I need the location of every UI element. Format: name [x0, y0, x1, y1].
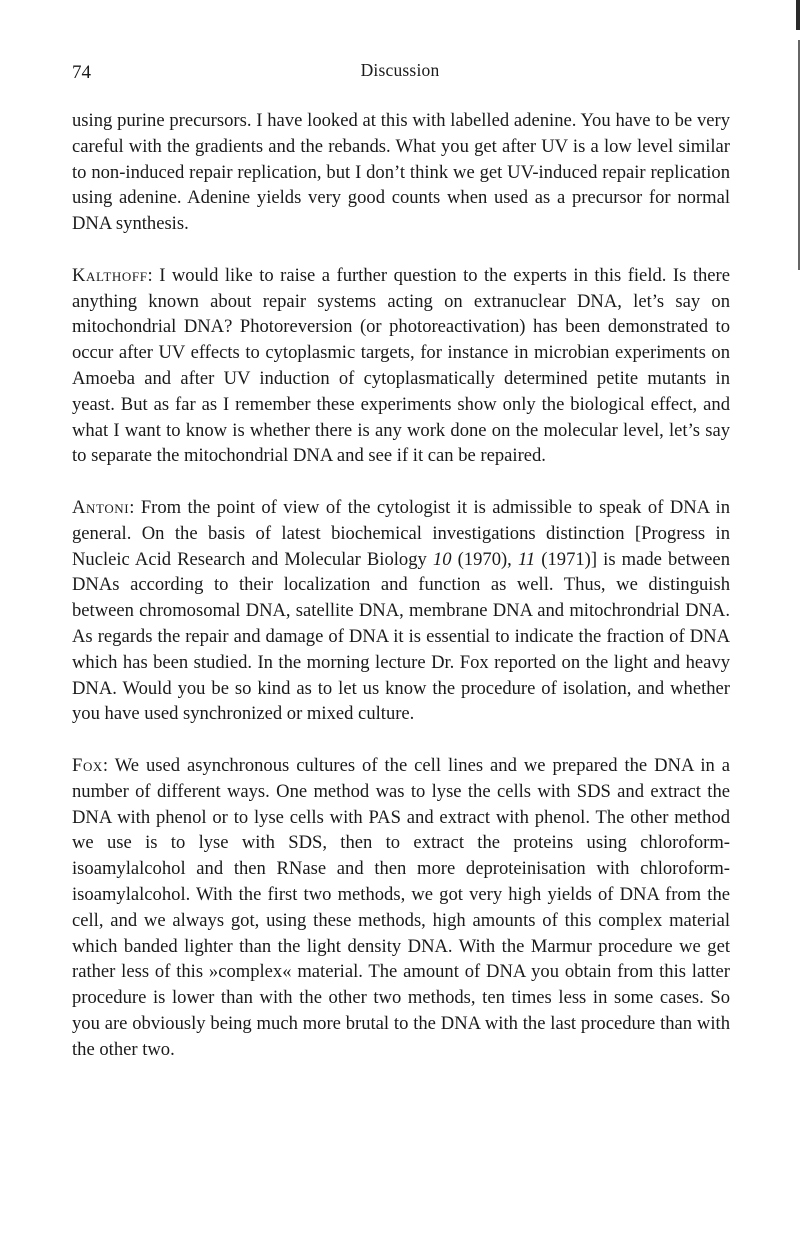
body-text [72, 108, 730, 1088]
page-number: 74 [72, 62, 91, 83]
paragraph-continuation [72, 108, 730, 237]
speaker-name: Kalthoff [72, 264, 148, 286]
paragraph-text: : I would like to raise a further question to the experts in this field. Is there anything known about repair systems acting on extranuclear DNA, let’s say on mitochondrial DNA? Photoreversion (or photoreactivation) has been demonstrated to occur after UV effects to cytoplasmic targets, for instance in microbian experiments on Amoeba and after UV induction of cytoplasmatically determined petite mutants in yeast. But as far as I remember these experiments show only the biological effect, and what I want to know is whether there is any work done on the molecular level, let’s say to separate the mitochondrial DNA and see if it can be repaired. [72, 264, 730, 467]
paragraph-kalthoff [72, 263, 730, 469]
paragraph-text: : We used asynchronous cultures of the cell lines and we prepared the DNA in a number of different ways. One method was to lyse the cells with SDS and extract the DNA with phenol or to lyse cells with PAS and extract with phenol. The other method we use is to lyse with SDS, then to extract the proteins using chloroform-isoamylalcohol and then RNase and then more deproteinisation with chloroform-isoamylalcohol. With the first two methods, we got very high yields of DNA from the cell, and we always got, using these methods, high amounts of this complex material which banded lighter than the light density DNA. With the Marmur procedure we get rather less of this »complex« material. The amount of DNA you obtain from this latter procedure is lower than with the other two methods, ten times less in some cases. So you are obviously being much more brutal to the DNA with the last procedure than with the other two. [72, 754, 730, 1060]
paragraph-text-part: (1970), [451, 548, 518, 570]
paragraph-text-part: : From the point of view of the cytologist it is admissible to speak of DNA in general. On the basis of latest biochemical investigations distinction [Progress in Nucleic Acid Research and Molecular Biology [72, 496, 730, 570]
page-edge-mark [796, 0, 800, 30]
speaker-name: Antoni [72, 496, 130, 518]
volume-number: 11 [517, 548, 536, 570]
paragraph-text: using purine precursors. I have looked at this with labelled adenine. You have to be very careful with the gradients and the rebands. What you get after UV is a low level similar to non-induced repair replication, but I don’t think we get UV-induced repair replication using adenine. Adenine yields very good counts when used as a precursor for normal DNA synthesis. [72, 110, 730, 235]
running-head: Discussion [360, 60, 440, 80]
speaker-name: Fox [72, 754, 103, 776]
paragraph-antoni [72, 495, 730, 727]
paragraph-text-part: (1971)] is made between DNAs according to their localization and function as well. Thus, we distinguish between chromosomal DNA, satellite DNA, membrane DNA and mitochrondrial DNA. As regards the repair and damage of DNA it is essential to indicate the fraction of DNA which has been studied. In the morning lecture Dr. Fox reported on the light and heavy DNA. Would you be so kind as to let us know the procedure of isolation, and whether you have used synchronized or mixed culture. [72, 548, 730, 725]
paragraph-fox [72, 753, 730, 1063]
volume-number: 10 [432, 548, 452, 570]
